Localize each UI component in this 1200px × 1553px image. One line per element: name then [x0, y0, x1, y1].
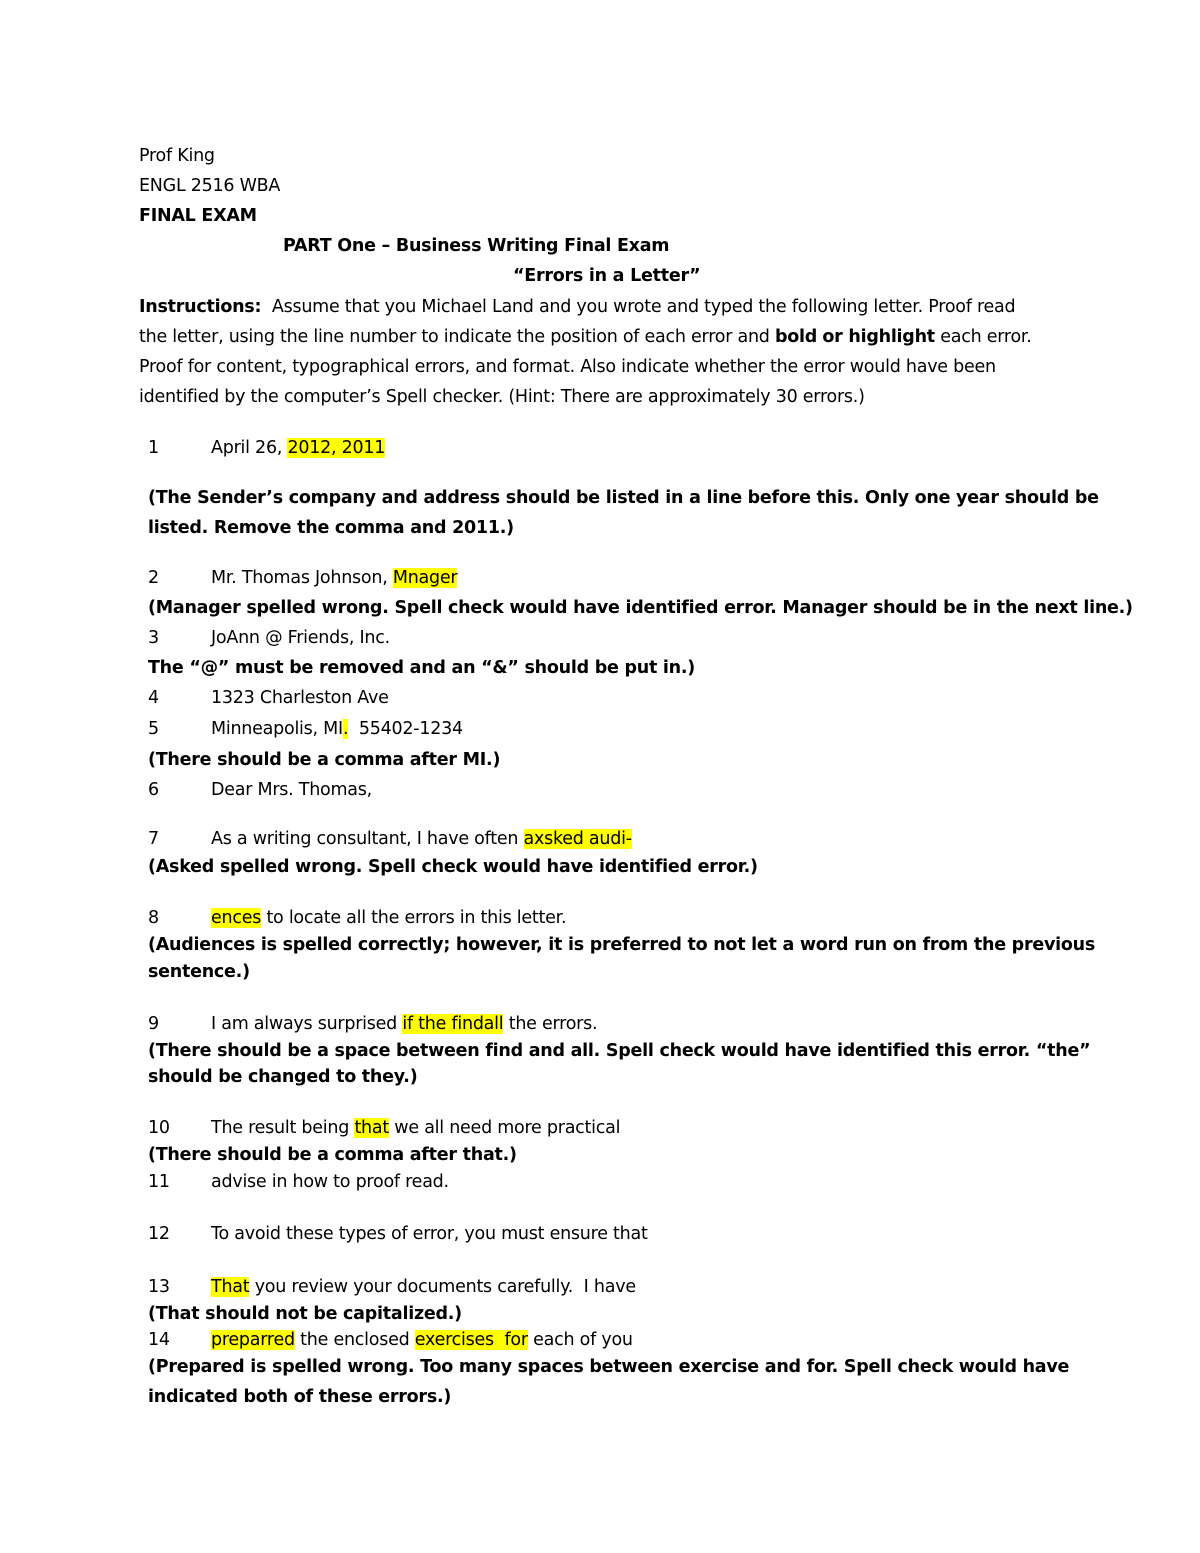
line-text-part: April 26,: [211, 438, 288, 458]
subtitle: “Errors in a Letter”: [513, 266, 701, 286]
line-number: 3: [148, 628, 159, 648]
highlighted-error: .: [342, 719, 349, 739]
line-text: [211, 1328, 633, 1352]
instructions-line-3: Proof for content, typographical errors, and format. Also indicate whether the error would have been: [139, 357, 996, 377]
instructions-line-1: [139, 295, 1015, 319]
correction-note: (There should be a comma after MI.): [148, 750, 501, 770]
highlighted-error: if the findall: [402, 1014, 504, 1034]
line-text: [211, 1275, 636, 1299]
instructions-bold: bold: [774, 327, 818, 347]
line-number: 2: [148, 568, 159, 588]
line-text-part: Mr. Thomas Johnson,: [211, 568, 393, 588]
highlighted-error: axsked audi-: [523, 829, 632, 849]
line-text: [211, 906, 566, 930]
line-text: [211, 566, 457, 590]
correction-note: (Asked spelled wrong. Spell check would have identified error.): [148, 857, 758, 877]
line-number: 6: [148, 780, 159, 800]
highlighted-error: That: [211, 1277, 250, 1297]
line-text-part: 55402-1234: [348, 719, 463, 739]
correction-note: (Audiences is spelled correctly; however, it is preferred to not let a word run on from the previous: [148, 935, 1095, 955]
line-text: JoAnn @ Friends, Inc.: [211, 628, 390, 648]
line-text: [211, 827, 632, 851]
line-number: 14: [148, 1330, 170, 1350]
highlighted-error: that: [354, 1118, 389, 1138]
correction-note: (Prepared is spelled wrong. Too many spaces between exercise and for. Spell check would have: [148, 1357, 1070, 1377]
line-text: [211, 1012, 597, 1036]
highlighted-error: preparred: [211, 1330, 295, 1350]
line-text-part: you review your documents carefully. I have: [249, 1277, 636, 1297]
part-title: PART One – Business Writing Final Exam: [283, 236, 670, 256]
correction-note: should be changed to they.): [148, 1067, 418, 1087]
line-number: 5: [148, 719, 159, 739]
line-text-part: the errors.: [503, 1014, 598, 1034]
line-text: [211, 717, 463, 741]
course-code: ENGL 2516 WBA: [139, 176, 281, 196]
line-number: 13: [148, 1277, 170, 1297]
correction-note: (There should be a comma after that.): [148, 1145, 517, 1165]
professor-name: Prof King: [139, 146, 215, 166]
instructions-line-2: [139, 325, 1032, 349]
instructions-label: Instructions:: [139, 297, 262, 317]
correction-note: (The Sender’s company and address should be listed in a line before this. Only one year should be: [148, 488, 1099, 508]
instructions-text-2b: each error.: [934, 327, 1032, 347]
line-text: To avoid these types of error, you must ensure that: [211, 1224, 648, 1244]
line-text-part: to locate all the errors in this letter.: [261, 908, 567, 928]
correction-note: indicated both of these errors.): [148, 1387, 452, 1407]
instructions-line-4: identified by the computer’s Spell checker. (Hint: There are approximately 30 errors.): [139, 387, 865, 407]
highlighted-error: exercises for: [414, 1330, 528, 1350]
line-text: [211, 1116, 620, 1140]
highlighted-error: ences: [211, 908, 262, 928]
line-text-part: The result being: [211, 1118, 355, 1138]
line-text-part: the enclosed: [294, 1330, 415, 1350]
instructions-highlight-word: or highlight: [822, 327, 935, 347]
line-text: advise in how to proof read.: [211, 1172, 449, 1192]
line-text-part: we all need more practical: [388, 1118, 621, 1138]
correction-note: listed. Remove the comma and 2011.): [148, 518, 514, 538]
line-text-part: As a writing consultant, I have often: [211, 829, 524, 849]
line-number: 4: [148, 688, 159, 708]
correction-note: sentence.): [148, 962, 250, 982]
instructions-text-2a: the letter, using the line number to indicate the position of each error and: [139, 327, 775, 347]
highlighted-error: 2012, 2011: [287, 438, 386, 458]
line-number: 9: [148, 1014, 159, 1034]
line-text: Dear Mrs. Thomas,: [211, 780, 372, 800]
correction-note: (That should not be capitalized.): [148, 1304, 462, 1324]
line-number: 11: [148, 1172, 170, 1192]
correction-note: The “@” must be removed and an “&” should be put in.): [148, 658, 696, 678]
line-text: 1323 Charleston Ave: [211, 688, 389, 708]
exam-title: FINAL EXAM: [139, 206, 257, 226]
line-number: 7: [148, 829, 159, 849]
line-text-part: I am always surprised: [211, 1014, 403, 1034]
correction-note: (There should be a space between find and all. Spell check would have identified this error. “the”: [148, 1041, 1091, 1061]
line-number: 12: [148, 1224, 170, 1244]
line-text: [211, 436, 385, 460]
highlighted-error: Mnager: [392, 568, 458, 588]
instructions-text-1: Assume that you Michael Land and you wrote and typed the following letter. Proof read: [271, 297, 1016, 317]
line-text-part: Minneapolis, MI: [211, 719, 343, 739]
line-number: 8: [148, 908, 159, 928]
line-number: 10: [148, 1118, 170, 1138]
correction-note: (Manager spelled wrong. Spell check would have identified error. Manager should be in the next line.): [148, 598, 1133, 618]
line-number: 1: [148, 438, 159, 458]
line-text-part: each of you: [527, 1330, 633, 1350]
